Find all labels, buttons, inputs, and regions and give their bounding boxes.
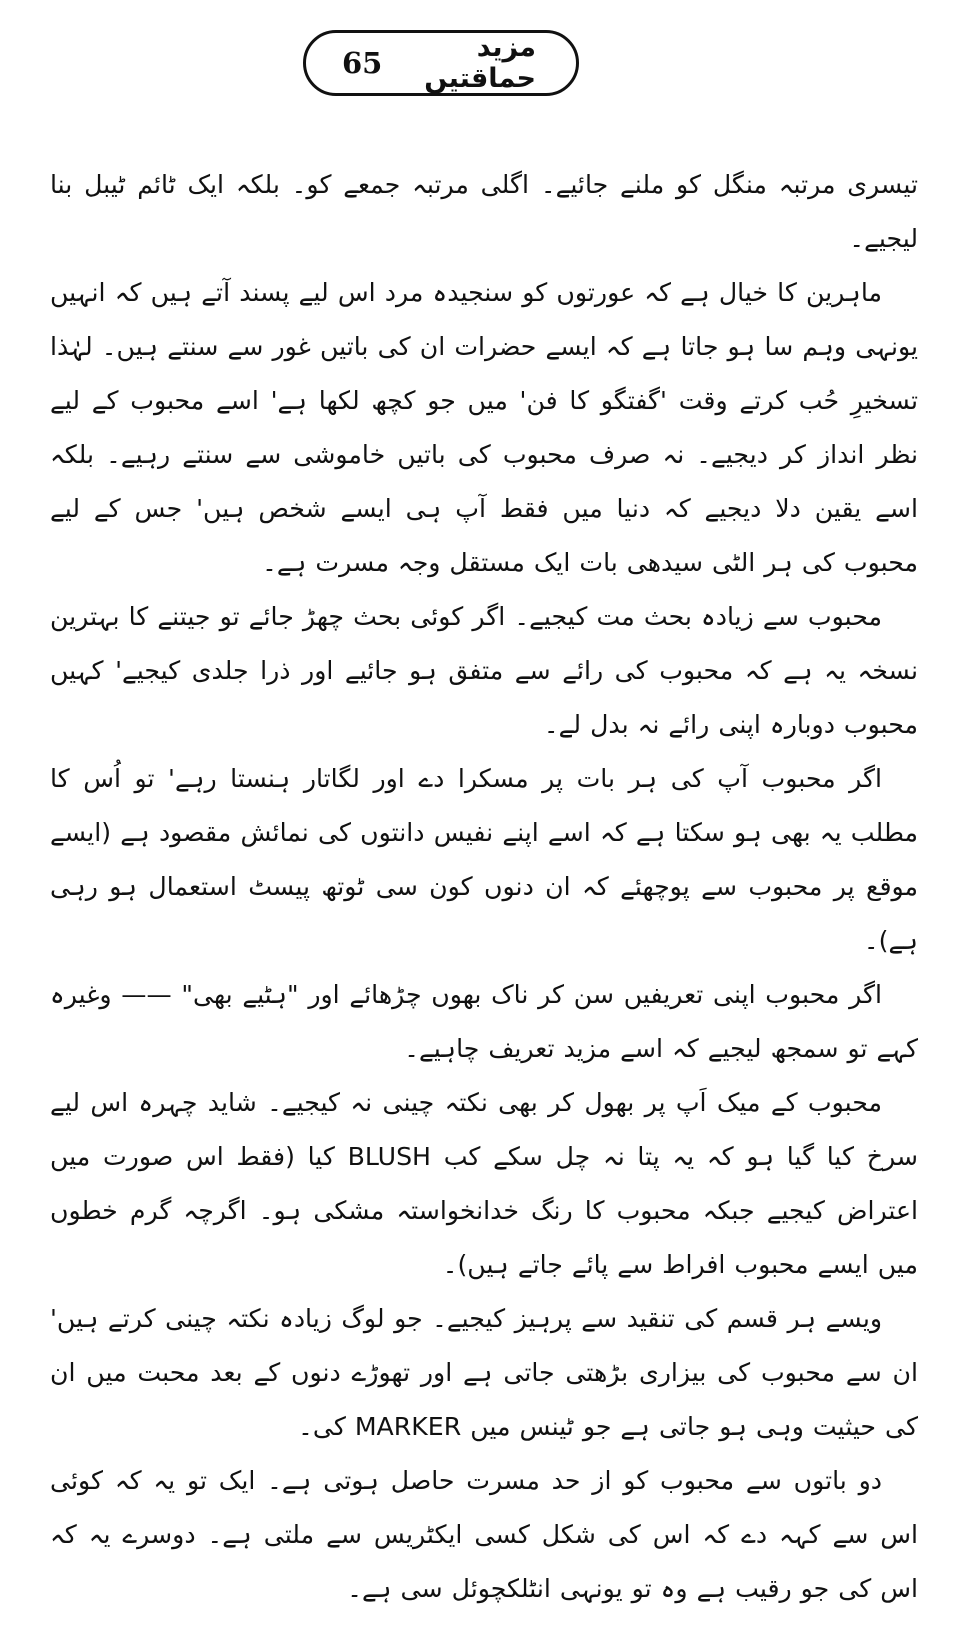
book-title: مزید حماقتیں <box>424 32 536 94</box>
page-body <box>50 158 918 1616</box>
paragraph-7: ویسے ہر قسم کی تنقید سے پرہیز کیجیے۔ جو لوگ زیادہ نکتہ چینی کرتے ہیں' ان سے محبوب کی بیزاری بڑھتی جاتی ہے اور تھوڑے دنوں کے بعد محبت میں ان کی حیثیت وہی ہو جاتی ہے جو ٹینس میں MARKER کی۔ <box>50 1304 918 1441</box>
paragraph-4: اگر محبوب آپ کی ہر بات پر مسکرا دے اور لگاتار ہنستا رہے' تو اُس کا مطلب یہ بھی ہو سکتا ہے کہ اسے اپنے نفیس دانتوں کی نمائش مقصود ہے (ایسے موقع پر محبوب سے پوچھئے کہ ان دنوں کون سی ٹوتھ پیسٹ استعمال ہو رہی ہے)۔ <box>50 764 918 955</box>
paragraph-2: ماہرین کا خیال ہے کہ عورتوں کو سنجیدہ مرد اس لیے پسند آتے ہیں کہ انہیں یونہی وہم سا ہو جاتا ہے کہ ایسے حضرات ان کی باتیں غور سے سنتے ہیں۔ لہٰذا تسخیرِ حُب کرتے وقت 'گفتگو کا فن' میں جو کچھ لکھا ہے' اسے محبوب کے لیے نظر انداز کر دیجیے۔ نہ صرف محبوب کی باتیں خاموشی سے سنتے رہیے۔ بلکہ اسے یقین دلا دیجیے کہ دنیا میں فقط آپ ہی ایسے شخص ہیں' جس کے لیے محبوب کی ہر الٹی سیدھی بات ایک مستقل وجہ مسرت ہے۔ <box>50 278 918 577</box>
page-number: 65 <box>342 46 383 80</box>
paragraph-6: محبوب کے میک اَپ پر بھول کر بھی نکتہ چینی نہ کیجیے۔ شاید چہرہ اس لیے سرخ کیا گیا ہو کہ یہ پتا نہ چل سکے کب BLUSH کیا (فقط اس صورت میں اعتراض کیجیے جبکہ محبوب کا رنگ خدانخواستہ مشکی ہو۔ اگرچہ گرم خطوں میں ایسے محبوب افراط سے پائے جاتے ہیں)۔ <box>50 1088 918 1279</box>
paragraph-5: اگر محبوب اپنی تعریفیں سن کر ناک بھوں چڑھائے اور "ہٹیے بھی" —— وغیرہ کہے تو سمجھ لیجیے کہ اسے مزید تعریف چاہیے۔ <box>50 980 918 1063</box>
page-header-frame <box>303 30 579 96</box>
paragraph-8: دو باتوں سے محبوب کو از حد مسرت حاصل ہوتی ہے۔ ایک تو یہ کہ کوئی اس سے کہہ دے کہ اس کی شکل کسی ایکٹریس سے ملتی ہے۔ دوسرے یہ کہ اس کی جو رقیب ہے وہ تو یونہی انٹلکچوئل سی ہے۔ <box>50 1466 918 1603</box>
paragraph-1: تیسری مرتبہ منگل کو ملنے جائیے۔ اگلی مرتبہ جمعے کو۔ بلکہ ایک ٹائم ٹیبل بنا لیجیے۔ <box>50 170 918 253</box>
paragraph-3: محبوب سے زیادہ بحث مت کیجیے۔ اگر کوئی بحث چھڑ جائے تو جیتنے کا بہترین نسخہ یہ ہے کہ محبوب کی رائے سے متفق ہو جائیے اور ذرا جلدی کیجیے' کہیں محبوب دوبارہ اپنی رائے نہ بدل لے۔ <box>50 602 918 739</box>
